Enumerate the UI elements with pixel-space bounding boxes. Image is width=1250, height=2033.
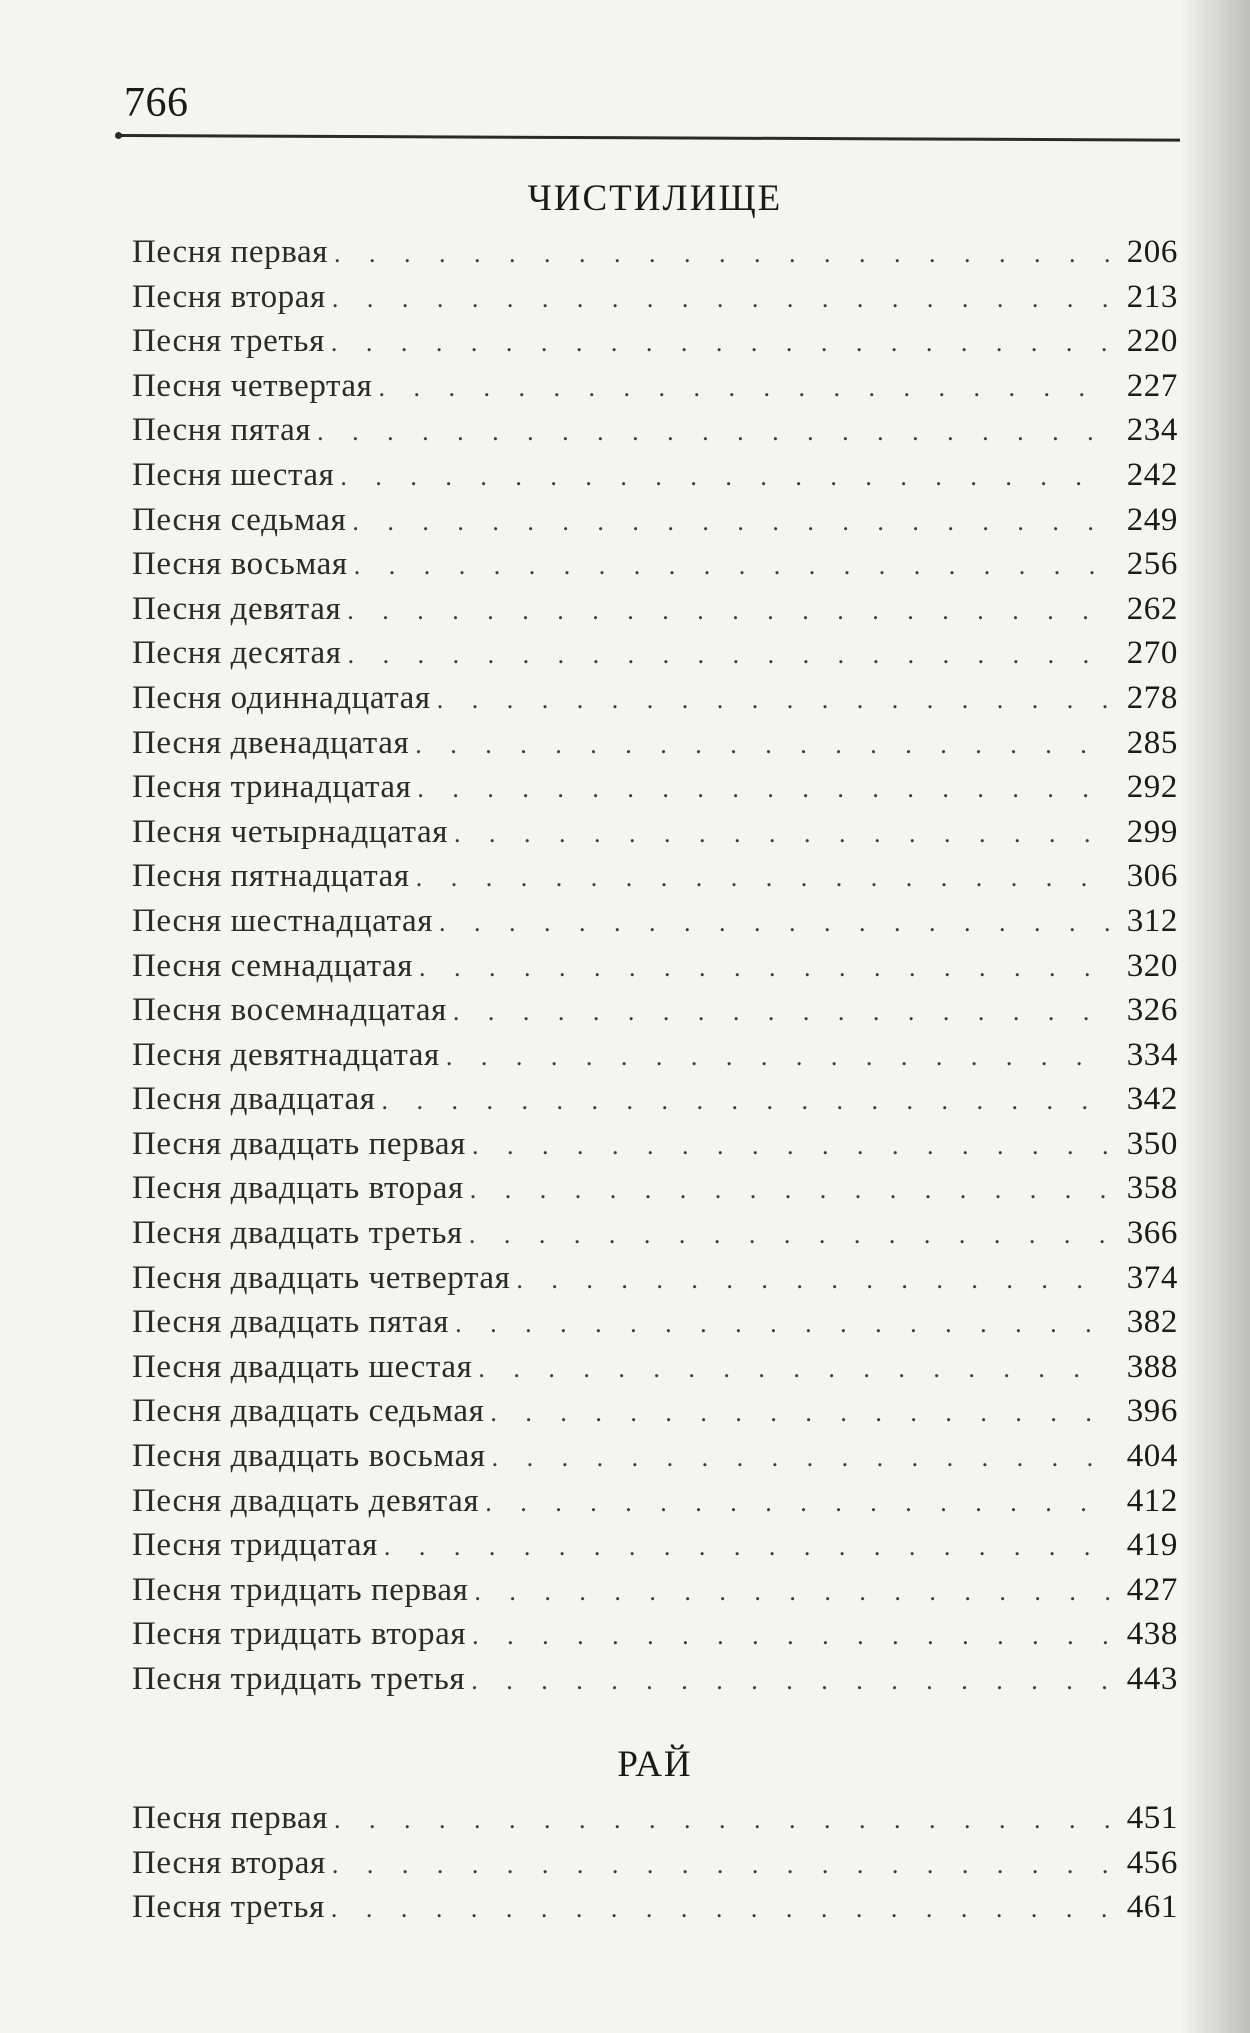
toc-entry [132, 542, 1178, 587]
toc-entry [132, 765, 1178, 810]
toc-entry-label: Песня тридцать первая [132, 1571, 469, 1608]
toc-entry [132, 631, 1178, 676]
section-title: РАЙ [617, 1744, 693, 1785]
toc-entry-page-number: 456 [1126, 1844, 1178, 1881]
toc-entry-label: Песня тридцать вторая [132, 1616, 467, 1653]
toc-entry-label: Песня двадцать шестая [132, 1348, 473, 1385]
toc-entry [132, 721, 1178, 766]
toc-entry [132, 275, 1178, 320]
toc-entry-page-number: 342 [1126, 1081, 1178, 1118]
toc-entry-page-number: 220 [1126, 323, 1178, 360]
dot-leader [516, 1258, 1110, 1303]
toc-entry-page-number: 256 [1126, 546, 1178, 583]
dot-leader [455, 1302, 1110, 1347]
toc-entry-page-number: 249 [1126, 501, 1178, 538]
toc-entry-label: Песня четырнадцатая [132, 813, 448, 850]
toc-entry-page-number: 299 [1126, 813, 1178, 850]
dot-leader [416, 856, 1110, 901]
dot-leader [470, 1168, 1110, 1213]
toc-entry [132, 1796, 1178, 1841]
toc-entry-label: Песня тридцать третья [132, 1661, 466, 1697]
page-number: 766 [124, 80, 189, 126]
dot-leader [415, 723, 1110, 768]
toc-entry-label: Песня двадцать пятая [132, 1304, 450, 1341]
toc-entry-page-number: 388 [1126, 1348, 1178, 1385]
toc-entry-page-number: 427 [1126, 1571, 1178, 1608]
dot-leader [474, 1570, 1110, 1615]
toc-entry-label: Песня третья [132, 1889, 325, 1926]
toc-entry [132, 230, 1178, 275]
toc-entry [132, 1612, 1178, 1657]
toc-entry [132, 1434, 1178, 1479]
dot-leader [340, 455, 1110, 500]
toc-entry-page-number: 320 [1126, 947, 1178, 984]
dot-leader [348, 633, 1110, 678]
dot-leader [419, 946, 1110, 991]
toc-entry [132, 498, 1178, 543]
toc-entry-page-number: 461 [1126, 1889, 1178, 1926]
toc-entry-label: Песня третья [132, 323, 325, 360]
dot-leader [317, 410, 1110, 455]
toc-entry-label: Песня шестнадцатая [132, 902, 433, 939]
toc-entry [132, 1479, 1178, 1524]
toc-entry-label: Песня двадцать четвертая [132, 1259, 511, 1296]
toc-entry-page-number: 396 [1126, 1393, 1178, 1430]
toc-entry [132, 988, 1178, 1033]
dot-leader [469, 1213, 1110, 1258]
toc-entry [132, 1122, 1178, 1167]
toc-entry [132, 854, 1178, 899]
dot-leader [492, 1436, 1110, 1481]
toc-list [132, 1796, 1178, 1930]
toc-entry [132, 408, 1178, 453]
dot-leader [472, 1614, 1110, 1659]
dot-leader [471, 1659, 1110, 1704]
toc-entry [132, 1211, 1178, 1256]
toc-entry-page-number: 404 [1126, 1438, 1178, 1475]
toc-entry-page-number: 382 [1126, 1304, 1178, 1341]
toc-entry [132, 1523, 1178, 1568]
toc-entry-label: Песня двадцать вторая [132, 1170, 464, 1207]
dot-leader [437, 678, 1110, 723]
toc-entry-page-number: 312 [1126, 902, 1178, 939]
toc-entry-page-number: 285 [1126, 724, 1178, 761]
toc-entry-label: Песня седьмая [132, 501, 347, 538]
toc-entry-label: Песня шестая [132, 456, 335, 493]
toc-entry-label: Песня тринадцатая [132, 769, 412, 806]
toc-entry-label: Песня первая [132, 1800, 329, 1836]
toc-entry-label: Песня двадцать седьмая [132, 1393, 485, 1430]
section-title: ЧИСТИЛИЩЕ [527, 178, 783, 219]
toc-entry [132, 1885, 1178, 1930]
toc-entry-page-number: 206 [1126, 234, 1178, 270]
dot-leader [485, 1481, 1110, 1526]
toc-entry-page-number: 234 [1126, 412, 1178, 449]
toc-entry-page-number: 306 [1126, 858, 1178, 895]
dot-leader [454, 812, 1110, 857]
toc-section-purgatory [132, 172, 1178, 1702]
dot-leader [417, 767, 1110, 812]
dot-leader [334, 1798, 1110, 1843]
toc-entry-page-number: 242 [1126, 456, 1178, 493]
toc-entry-page-number: 419 [1126, 1527, 1178, 1564]
toc-entry [132, 587, 1178, 632]
toc-entry-label: Песня двенадцатая [132, 724, 410, 761]
dot-leader [384, 1525, 1110, 1570]
toc-entry-page-number: 358 [1126, 1170, 1178, 1207]
toc-entry [132, 1166, 1178, 1211]
dot-leader [472, 1124, 1110, 1169]
toc-entry [132, 1077, 1178, 1122]
toc-entry [132, 1256, 1178, 1301]
toc-entry-page-number: 366 [1126, 1215, 1178, 1252]
toc-entry-label: Песня двадцать восьмая [132, 1438, 486, 1475]
dot-leader [332, 1843, 1110, 1888]
toc-entry-page-number: 443 [1126, 1661, 1178, 1697]
toc-entry [132, 1841, 1178, 1886]
toc-entry-page-number: 350 [1126, 1125, 1178, 1162]
toc-entry [132, 1033, 1178, 1078]
dot-leader [354, 544, 1110, 589]
toc-entry-label: Песня пятая [132, 412, 312, 449]
dot-leader [446, 1035, 1110, 1080]
toc-entry-label: Песня первая [132, 234, 329, 270]
dot-leader [347, 589, 1110, 634]
toc-entry-page-number: 227 [1126, 367, 1178, 404]
toc-entry [132, 1657, 1178, 1702]
dot-leader [332, 277, 1110, 322]
toc-entry-page-number: 451 [1126, 1800, 1178, 1836]
dot-leader [334, 232, 1110, 277]
toc-entry-label: Песня двадцать девятая [132, 1482, 480, 1519]
toc-list [132, 230, 1178, 1702]
toc-entry [132, 899, 1178, 944]
toc-entry-label: Песня тридцатая [132, 1527, 378, 1564]
toc-entry-label: Песня семнадцатая [132, 947, 414, 984]
toc-entry [132, 810, 1178, 855]
toc-entry-page-number: 262 [1126, 590, 1178, 627]
toc-entry-label: Песня двадцать третья [132, 1215, 463, 1252]
toc-entry-label: Песня восемнадцатая [132, 992, 447, 1029]
toc-entry-page-number: 326 [1126, 992, 1178, 1029]
dot-leader [490, 1391, 1110, 1436]
toc-entry-label: Песня двадцать первая [132, 1125, 466, 1162]
toc-entry-page-number: 278 [1126, 679, 1178, 716]
toc-entry [132, 944, 1178, 989]
toc-section-paradise [132, 1738, 1178, 1930]
toc-entry [132, 319, 1178, 364]
toc-entry-label: Песня восьмая [132, 546, 348, 583]
toc-entry-page-number: 292 [1126, 769, 1178, 806]
toc-entry [132, 453, 1178, 498]
toc-entry-label: Песня одиннадцатая [132, 679, 431, 716]
dot-leader [331, 1887, 1110, 1932]
dot-leader [352, 500, 1110, 545]
toc-entry-label: Песня девятая [132, 590, 342, 627]
toc-entry-label: Песня двадцатая [132, 1081, 376, 1118]
toc-entry-label: Песня вторая [132, 278, 326, 315]
toc-entry-label: Песня четвертая [132, 367, 373, 404]
toc-entry-page-number: 334 [1126, 1036, 1178, 1073]
dot-leader [378, 366, 1110, 411]
dot-leader [331, 321, 1110, 366]
toc-entry [132, 1300, 1178, 1345]
toc-entry-label: Песня десятая [132, 635, 342, 672]
dot-leader [453, 990, 1110, 1035]
toc-entry [132, 1568, 1178, 1613]
dot-leader [439, 901, 1110, 946]
toc-entry-page-number: 270 [1126, 635, 1178, 672]
toc-entry-page-number: 412 [1126, 1482, 1178, 1519]
dot-leader [478, 1347, 1110, 1392]
toc-entry-page-number: 438 [1126, 1616, 1178, 1653]
toc-entry-label: Песня пятнадцатая [132, 858, 410, 895]
toc-entry [132, 1389, 1178, 1434]
toc-entry-label: Песня девятнадцатая [132, 1036, 440, 1073]
toc-entry [132, 364, 1178, 409]
page-edge-shadow [1180, 0, 1250, 2033]
header-rule [118, 134, 1180, 142]
toc-entry-page-number: 374 [1126, 1259, 1178, 1296]
toc-entry [132, 676, 1178, 721]
dot-leader [382, 1079, 1110, 1124]
toc-entry [132, 1345, 1178, 1390]
toc-entry-label: Песня вторая [132, 1844, 326, 1881]
toc-entry-page-number: 213 [1126, 278, 1178, 315]
